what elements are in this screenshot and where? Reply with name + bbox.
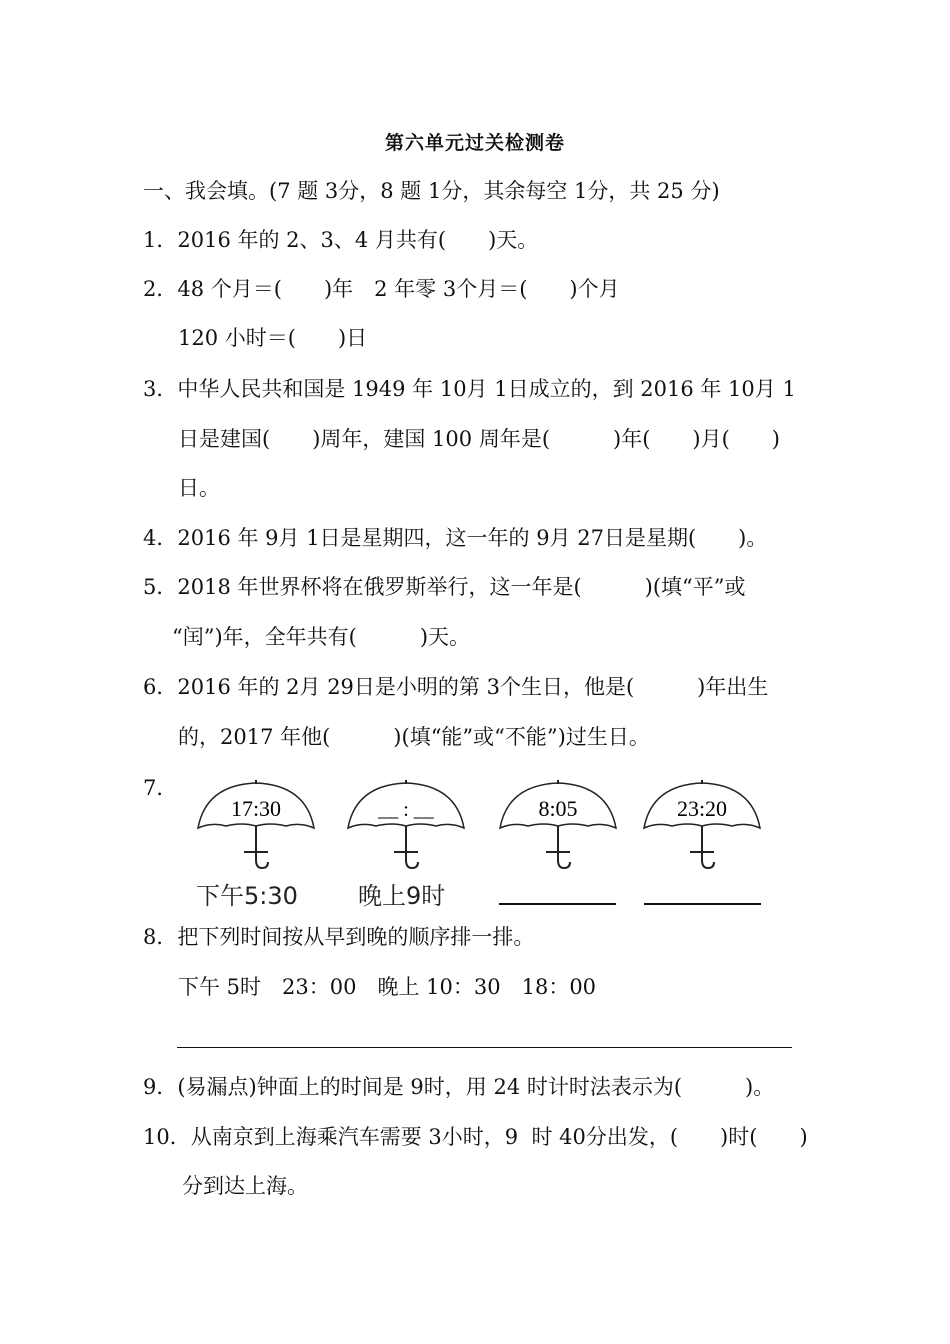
question-6: 6．2016 年的 2月 29日是小明的第 3个生日，他是( )年出生 — [143, 675, 769, 699]
question-3-line3: 日。 — [178, 476, 220, 500]
umbrella-3 — [498, 780, 618, 870]
page-title: 第六单元过关检测卷 — [384, 132, 565, 154]
question-1: 1．2016 年的 2、3、4 月共有( )天。 — [143, 228, 539, 252]
question-8-times: 下午 5时 23：00 晚上 10：30 18：00 — [178, 975, 597, 999]
answer-blank-3[interactable] — [499, 903, 616, 905]
umbrella-3-time: 8:05 — [538, 796, 578, 821]
question-2: 2．48 个月＝( )年 2 年零 3个月＝( )个月 — [143, 277, 620, 301]
umbrella-4 — [642, 780, 762, 870]
question-10: 10．从南京到上海乘汽车需要 3小时，9 时 40分出发，( )时( ) — [143, 1125, 808, 1149]
question-10-line2: 分到达上海。 — [182, 1174, 308, 1198]
question-3-line2: 日是建国( )周年，建国 100 周年是( )年( )月( ) — [178, 427, 780, 451]
question-5-line2: “闰”)年，全年共有( )天。 — [172, 625, 471, 649]
question-4: 4．2016 年 9月 1日是星期四，这一年的 9月 27日是星期( )。 — [143, 526, 768, 550]
question-5: 5．2018 年世界杯将在俄罗斯举行，这一年是( )(填“平”或 — [143, 575, 746, 599]
question-2-line2: 120 小时＝( )日 — [178, 326, 368, 350]
umbrella-1-caption: 下午5:30 — [196, 882, 298, 910]
section-heading: 一、我会填。(7 题 3分，8 题 1分，其余每空 1分，共 25 分) — [143, 179, 720, 203]
answer-line-8[interactable] — [177, 1047, 792, 1048]
umbrella-2-caption: 晚上9时 — [358, 882, 446, 910]
umbrella-2 — [346, 780, 466, 870]
umbrella-2-time: __ : __ — [378, 799, 434, 821]
umbrella-4-time: 23:20 — [676, 796, 728, 821]
question-7: 7． — [143, 776, 178, 800]
question-9: 9．(易漏点)钟面上的时间是 9时，用 24 时计时法表示为( )。 — [143, 1075, 775, 1099]
question-6-line2: 的，2017 年他( )(填“能”或“不能”)过生日。 — [178, 725, 650, 749]
question-8: 8．把下列时间按从早到晚的顺序排一排。 — [143, 925, 535, 949]
umbrella-1 — [196, 780, 316, 870]
umbrella-1-time: 17:30 — [230, 796, 282, 821]
question-3: 3．中华人民共和国是 1949 年 10月 1日成立的，到 2016 年 10月 1 — [143, 377, 796, 401]
answer-blank-4[interactable] — [644, 903, 761, 905]
